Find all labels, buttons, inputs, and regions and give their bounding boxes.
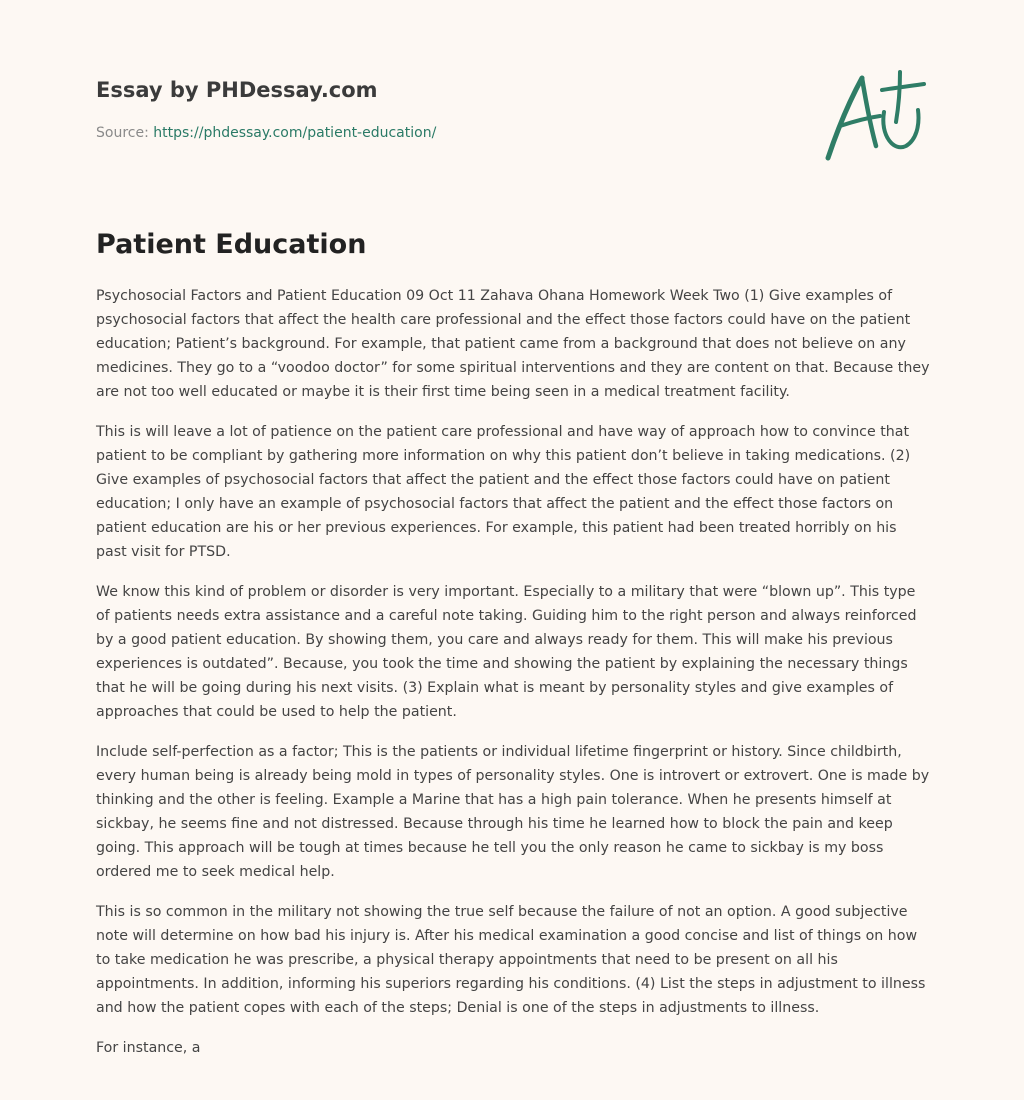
essay-article [96,226,930,1076]
essay-header [96,74,716,143]
site-title: Essay by PHDessay.com [96,78,378,102]
article-paragraph: This is will leave a lot of patience on the patient care professional and have way of approach how to convince that patient to be compliant by gathering more information on why this patient don’t believe in taking medications. (2) Give examples of psychosocial factors that affect the patient and the effect those factors could have on patient education; I only have an example of psychosocial factors that affect the patient and the effect those factors on patient education are his or her previous experiences. For example, this patient had been treated horribly on his past visit for PTSD. [96,424,911,560]
article-paragraph: Include self-perfection as a factor; This is the patients or individual lifetime fingerprint or history. Since childbirth, every human being is already being mold in types of personality styles. One is introvert or extrovert. One is made by thinking and the other is feeling. Example a Marine that has a high pain tolerance. When he presents himself at sickbay, he seems fine and not distressed. Because through his time he learned how to block the pain and keep going. This approach will be tough at times because he tell you the only reason he came to sickbay is my boss ordered me to seek medical help. [96,744,930,880]
article-paragraph: Psychosocial Factors and Patient Education 09 Oct 11 Zahava Ohana Homework Week Two (1) Give examples of psychosocial factors that affect the health care professional and the effect those factors could have on the patient education; Patient’s background. For example, that patient came from a background that does not believe on any medicines. They go to a “voodoo doctor” for some spiritual interventions and they are content on that. Because they are not too well educated or maybe it is their first time being seen in a medical treatment facility. [96,288,930,400]
a-plus-logo-svg [820,66,930,166]
article-title: Patient Education [96,229,367,260]
source-link[interactable]: https://phdessay.com/patient-education/ [153,125,437,141]
article-paragraph: We know this kind of problem or disorder is very important. Especially to a military that were “blown up”. This type of patients needs extra assistance and a careful note taking. Guiding him to the right person and always reinforced by a good patient education. By showing them, you care and always ready for them. This will make his previous experiences is outdated”. Because, you took the time and showing the patient by explaining the necessary things that he will be going during his next visits. (3) Explain what is meant by personality styles and give examples of approaches that could be used to help the patient. [96,584,917,720]
article-paragraph: This is so common in the military not showing the true self because the failure of not an option. A good subjective note will determine on how bad his injury is. After his medical examination a good concise and list of things on how to take medication he was prescribe, a physical therapy appointments that need to be present on all his appointments. In addition, informing his superiors regarding his conditions. (4) List the steps in adjustment to illness and how the patient copes with each of the steps; Denial is one of the steps in adjustments to illness. [96,904,926,1016]
source-label: Source: [96,125,154,141]
source-line [96,123,716,143]
a-plus-grade-icon [820,66,930,166]
article-paragraph: For instance, a [96,1040,201,1056]
